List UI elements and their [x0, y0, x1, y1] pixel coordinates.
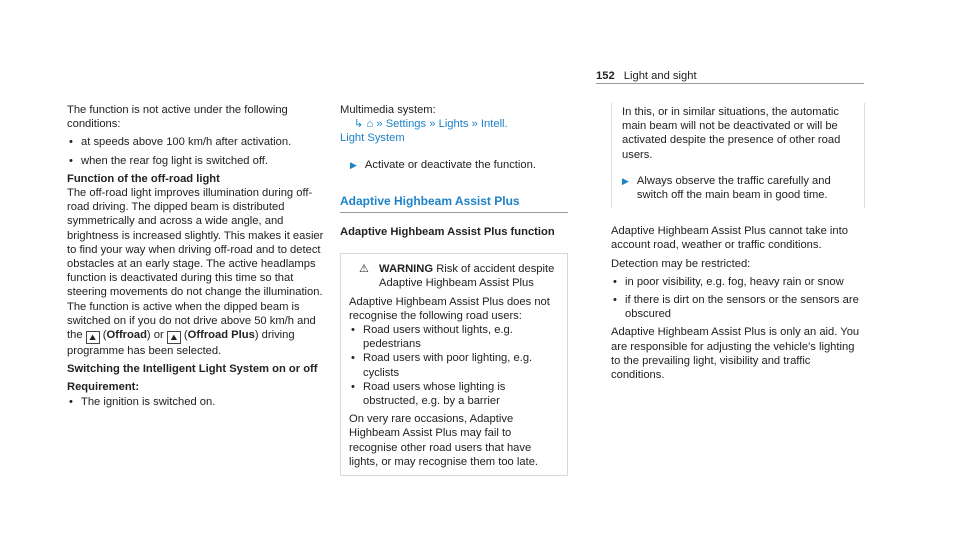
note-text: In this, or in similar situations, the automatic main beam will not be deactivated or will be activated despite the presence of other road users.	[622, 106, 841, 161]
step-arrow-icon: ▶	[622, 175, 629, 186]
section-heading: Adaptive Highbeam Assist Plus	[340, 194, 568, 213]
nav-path: ↳ ⌂ » Settings » Lights » Intell. Light System	[340, 118, 508, 145]
warning-label: WARNING	[379, 263, 434, 276]
column-middle	[340, 103, 568, 476]
offroad-plus-icon: ⛰	[167, 331, 181, 344]
note-box	[611, 103, 865, 208]
subsection-heading: Adaptive Highbeam Assist Plus function	[340, 226, 555, 239]
page-number: 152	[596, 70, 615, 82]
list-item: • in poor visibility, e.g. fog, heavy rain or snow	[611, 275, 865, 289]
note-tip: ▶ Always observe the traffic carefully and switch off the main beam in good time.	[622, 174, 831, 202]
offroad-icon: ⛰	[86, 331, 100, 344]
warning-intro: Adaptive Highbeam Assist Plus does not recognise the following road users:	[349, 295, 550, 322]
list-item: • The ignition is switched on.	[67, 395, 329, 409]
list-item: • at speeds above 100 km/h after activation.	[67, 135, 329, 149]
chevron-icon: »	[471, 118, 478, 131]
list-item: • Road users with poor lighting, e.g. cyclists	[349, 351, 559, 379]
active-text: The function is active when the dipped beam is switched on if you do not drive above 50 km/h and the ⛰ (Offroad) or ⛰ (Offroad Plus) driving programme has been selected.	[67, 300, 316, 358]
warning-box	[340, 253, 568, 476]
home-icon: ⌂	[366, 118, 374, 131]
header-divider	[596, 83, 864, 84]
list-item: • Road users without lights, e.g. pedestrians	[349, 323, 559, 351]
warning-title: Risk of accident despite Adaptive Highbeam Assist Plus	[379, 263, 555, 290]
chevron-icon: »	[376, 118, 383, 131]
conditions-list	[67, 135, 329, 167]
list-item: • Road users whose lighting is obstructed, e.g. by a barrier	[349, 380, 559, 408]
column-left	[67, 103, 329, 409]
intro-text: The function is not active under the following conditions:	[67, 104, 288, 131]
detection-text: Detection may be restricted:	[611, 257, 751, 270]
action-step: ▶ Activate or deactivate the function.	[350, 158, 536, 171]
requirement-label: Requirement:	[67, 381, 140, 394]
aid-text: Adaptive Highbeam Assist Plus is only an aid. You are responsible for adjusting the vehicle's lighting to the prevailing light, visibility and traffic conditions.	[611, 326, 860, 382]
switching-heading: Switching the Intelligent Light System on or off	[67, 363, 318, 376]
limitations-text: Adaptive Highbeam Assist Plus cannot take into account road, weather or traffic conditions.	[611, 225, 848, 252]
arrow-right-icon: ↳	[354, 118, 364, 131]
warning-list	[349, 323, 559, 408]
warning-icon: ⚠	[358, 263, 370, 276]
list-item: • if there is dirt on the sensors or the sensors are obscured	[611, 293, 865, 321]
restrictions-list	[611, 275, 865, 322]
section-title: Light and sight	[623, 70, 697, 82]
chevron-icon: »	[429, 118, 436, 131]
warning-outro: On very rare occasions, Adaptive Highbeam Assist Plus may fail to recognise other road users that have lights, or may recognise them too late.	[349, 413, 539, 468]
offroad-heading: Function of the off-road light	[67, 172, 220, 185]
offroad-text: The off-road light improves illumination during off-road driving. The dipped beam is distributed symmetrically and across a wide angle, and brightness is increased slightly. This makes it easier to find your way when driving off-road and to detect obstacles at an early stage. The active headlamps function is deactivated during this time so that steering movements do not change the illumination.	[67, 187, 324, 299]
list-item: • when the rear fog light is switched off.	[67, 154, 329, 168]
multimedia-label: Multimedia system:	[340, 104, 436, 116]
column-right	[611, 103, 865, 382]
step-arrow-icon: ▶	[350, 159, 357, 170]
requirements-list	[67, 395, 329, 409]
page-header	[596, 69, 697, 83]
